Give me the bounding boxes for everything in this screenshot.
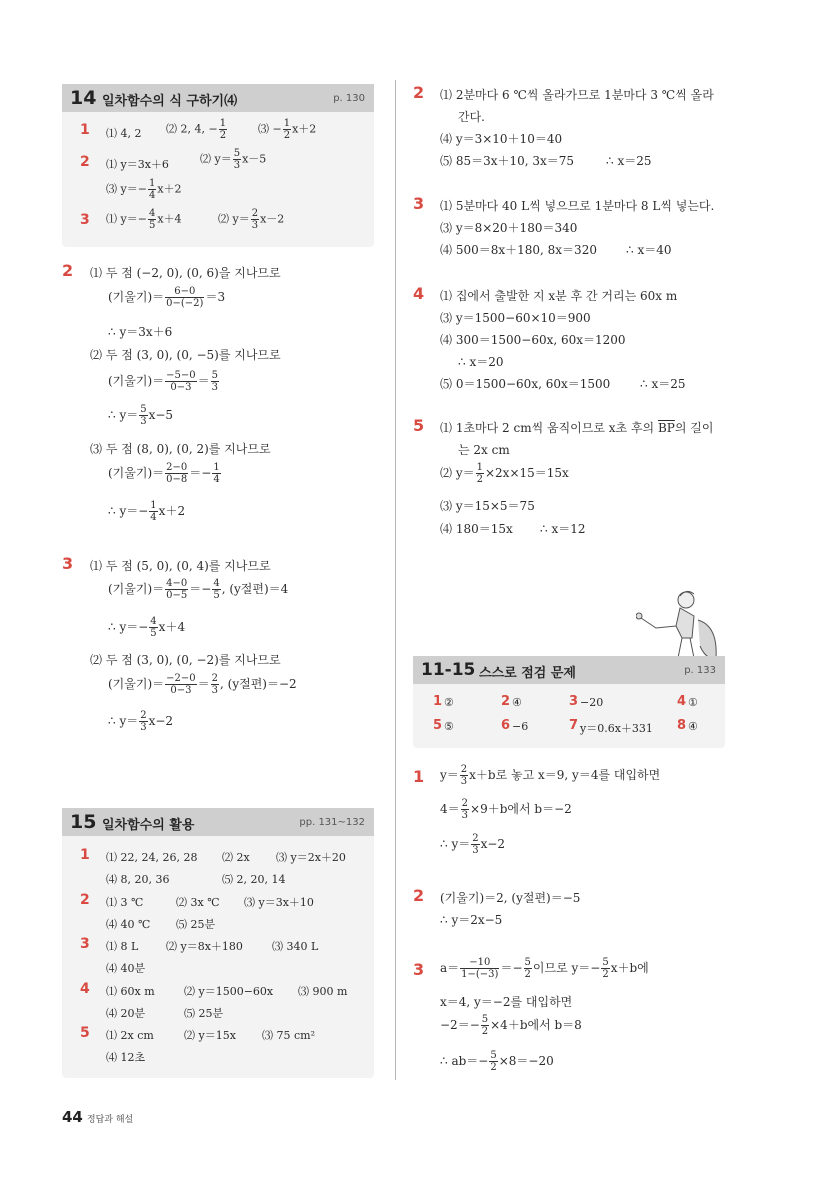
page-number: 44 [62,1108,83,1126]
review-answer-value: ④ [688,720,698,733]
review-answer-value: −6 [512,720,529,733]
solution-line: ⑶ y＝8×20＋180＝340 [440,221,578,235]
review-answer-number: 3 [569,694,579,709]
review-answer-number: 5 [433,718,443,733]
solution-line: ⑷ y＝3×10＋10＝40 [440,132,563,146]
solution-line: ∴ ab＝− $\frac{5}{2}$ ×8＝−20 [440,1050,554,1073]
column-divider [395,80,396,1080]
solution-line: ⑸ 0＝1500−60x, 60x＝1500 [440,377,611,391]
answer-text: ⑵ y＝15x [184,1029,236,1042]
answer-text: ⑴ y＝3x＋6 [106,158,169,171]
answer-text: ⑶ y＝2x＋20 [276,851,346,864]
answer-text: ⑷ 8, 20, 36 [106,873,170,886]
student-illustration [636,586,728,662]
answer-text: ⑷ 12초 [106,1051,146,1064]
solution-line: ⑴ 5분마다 40 L씩 넣으므로 1분마다 8 L씩 넣는다. [440,199,715,213]
solution-line: ⑶ 두 점 (8, 0), (0, 2)를 지나므로 [90,442,271,456]
review-answer-value: ① [688,696,698,709]
answer-text: ⑴ 22, 24, 26, 28 [106,851,198,864]
solution-number: 3 [413,194,425,213]
answer-text: ⑵ 2, 4, − $\frac{1}{2}$ [166,118,227,141]
solution-number: 3 [62,554,74,573]
answer-text: ⑸ 25분 [176,918,216,931]
solution-number: 2 [413,886,425,905]
section-title: 일차함수의 활용 [102,818,195,833]
solution-number: 5 [413,416,425,435]
answer-text: ⑸ 25분 [184,1007,224,1020]
answer-number: 1 [80,847,90,863]
solution-line: 는 2x cm [458,443,510,457]
page-footer [62,1108,133,1126]
solution-line: ⑶ y＝15×5＝75 [440,499,535,513]
solution-line: ∴ x＝25 [606,154,652,168]
answer-text: ⑴ 8 L [106,940,139,953]
section-number: 11-15 [421,660,476,680]
answer-number: 2 [80,154,90,170]
solution-line: ⑴ 1초마다 2 cm씩 움직이므로 x초 후의 $\overline{BP}$의 길이 [440,421,714,435]
section-title: 일차함수의 식 구하기⑷ [102,94,238,109]
solution-line: ⑵ 두 점 (3, 0), (0, −5)를 지나므로 [90,348,281,362]
solution-line: ⑴ 2분마다 6 ℃씩 올라가므로 1분마다 3 ℃씩 올라 [440,88,714,102]
solution-line: (기울기)＝ $\frac{2-0}{0-8}$ ＝− $\frac{1}{4}$ [108,462,220,485]
solution-number: 2 [62,261,74,280]
review-answer-number: 1 [433,694,443,709]
solution-line: (기울기)＝ $\frac{4-0}{0-5}$ ＝− $\frac{4}{5}$ , (y절편)＝4 [108,578,289,601]
answer-number: 4 [80,981,90,997]
answer-text: ⑶ 900 m [298,985,348,998]
solution-line: ∴ y＝ $\frac{2}{3}$ x−2 [440,833,506,856]
solution-line: a＝ $\frac{-10}{1-(-3)}$ ＝− $\frac{5}{2}$ 이므로 y＝− $\frac{5}{2}$ x＋b에 [440,957,649,980]
answer-text: ⑷ 40 ℃ [106,918,151,931]
solution-number: 2 [413,83,425,102]
solution-line: ⑸ 85＝3x＋10, 3x＝75 [440,154,575,168]
solution-line: 간다. [458,110,485,124]
solution-number: 1 [413,767,425,786]
solution-number: 4 [413,284,425,303]
answer-number: 3 [80,936,90,952]
answer-text: ⑵ y＝ $\frac{5}{3}$ x－5 [200,148,267,171]
review-answer-number: 6 [501,718,511,733]
review-answer-number: 7 [569,718,579,733]
review-answer-number: 2 [501,694,511,709]
answer-text: ⑵ 3x ℃ [176,896,220,909]
solution-line: x＝4, y＝−2를 대입하면 [440,995,573,1009]
footer-label: 정답과 해설 [86,1115,134,1125]
solution-line: ∴ x＝12 [540,522,586,536]
review-answer-value: ⑤ [444,720,454,733]
review-header [413,656,725,684]
solution-line: ∴ y＝2x−5 [440,913,503,927]
solution-number: 3 [413,960,425,979]
review-answer-number: 4 [677,694,687,709]
solution-line: ⑴ 두 점 (5, 0), (0, 4)를 지나므로 [90,559,271,573]
answer-number: 2 [80,892,90,908]
answer-text: ⑴ 2x cm [106,1029,154,1042]
solution-line: ∴ x＝20 [458,355,504,369]
answer-text: ⑵ 2x [222,851,250,864]
section-14-box [62,84,374,247]
answer-text: ⑶ − $\frac{1}{2}$ x＋2 [258,118,317,141]
solution-line: (기울기)＝ $\frac{6-0}{0-(-2)}$ ＝3 [108,286,226,309]
solution-line: (기울기)＝2, (y절편)＝−5 [440,891,581,905]
answer-text: ⑴ 60x m [106,985,155,998]
answer-number: 1 [80,122,90,138]
answer-text: ⑵ y＝ $\frac{2}{3}$ x－2 [218,208,285,231]
answer-text: ⑷ 20분 [106,1007,146,1020]
answer-text: ⑷ 40분 [106,962,146,975]
solution-line: ∴ y＝ $\frac{2}{3}$ x−2 [108,710,174,733]
solution-line: ⑴ 집에서 출발한 지 x분 후 간 거리는 60x m [440,289,678,303]
solution-line: ⑷ 180＝15x [440,522,513,536]
solution-line: ∴ x＝40 [626,243,672,257]
solution-line: ⑷ 300＝1500−60x, 60x＝1200 [440,333,626,347]
solution-line: −2＝− $\frac{5}{2}$ ×4＋b에서 b＝8 [440,1014,582,1037]
section-number: 15 [70,811,97,833]
solution-line: (기울기)＝ $\frac{-2-0}{0-3}$ ＝ $\frac{2}{3}$ , (y절편)＝−2 [108,673,297,696]
solution-line: ⑵ 두 점 (3, 0), (0, −2)를 지나므로 [90,653,281,667]
answer-text: ⑶ 340 L [272,940,319,953]
section-number: 14 [70,87,97,109]
solution-line: ⑷ 500＝8x＋180, 8x＝320 [440,243,597,257]
answer-number: 3 [80,212,90,228]
solution-line: ⑴ 두 점 (−2, 0), (0, 6)을 지나므로 [90,266,281,280]
solution-line: 4＝ $\frac{2}{3}$ ×9＋b에서 b＝−2 [440,798,572,821]
page-reference: pp. 131~132 [299,817,365,828]
review-box [413,656,725,748]
review-answer-value: y＝0.6x＋331 [580,722,653,735]
answer-text: ⑵ y＝8x＋180 [166,940,243,953]
solution-line: ∴ x＝25 [640,377,686,391]
page-reference: p. 130 [333,93,365,104]
review-answer-value: ② [444,696,454,709]
solution-line: y＝ $\frac{2}{3}$ x＋b로 놓고 x＝9, y＝4를 대입하면 [440,764,661,787]
solution-line: ∴ y＝− $\frac{1}{4}$ x＋2 [108,500,186,523]
section-15-header [62,808,374,836]
answer-number: 5 [80,1025,90,1041]
answer-text: ⑵ y＝1500−60x [184,985,274,998]
solution-line: ⑵ y＝ $\frac{1}{2}$ ×2x×15＝15x [440,462,569,485]
solution-line: ∴ y＝− $\frac{4}{5}$ x＋4 [108,616,186,639]
solution-line: ∴ y＝3x＋6 [108,325,173,339]
answer-text: ⑴ y＝− $\frac{4}{5}$ x＋4 [106,208,182,231]
section-15-box [62,808,374,1078]
review-answer-number: 8 [677,718,687,733]
solution-line: (기울기)＝ $\frac{-5-0}{0-3}$ ＝ $\frac{5}{3}$ [108,370,219,393]
answer-text: ⑶ 75 cm² [262,1029,315,1042]
answer-text: ⑴ 3 ℃ [106,896,144,909]
review-answer-value: ④ [512,696,522,709]
answer-text: ⑶ y＝− $\frac{1}{4}$ x＋2 [106,178,182,201]
solution-line: ∴ y＝ $\frac{5}{3}$ x−5 [108,404,174,427]
section-14-header [62,84,374,112]
solution-line: ⑶ y＝1500−60×10＝900 [440,311,591,325]
page-reference: p. 133 [684,665,716,676]
answer-text: ⑶ y＝3x＋10 [244,896,314,909]
review-answer-value: −20 [580,696,604,709]
answer-text: ⑸ 2, 20, 14 [222,873,286,886]
section-title: 스스로 점검 문제 [479,666,576,681]
answer-text: ⑴ 4, 2 [106,127,142,140]
